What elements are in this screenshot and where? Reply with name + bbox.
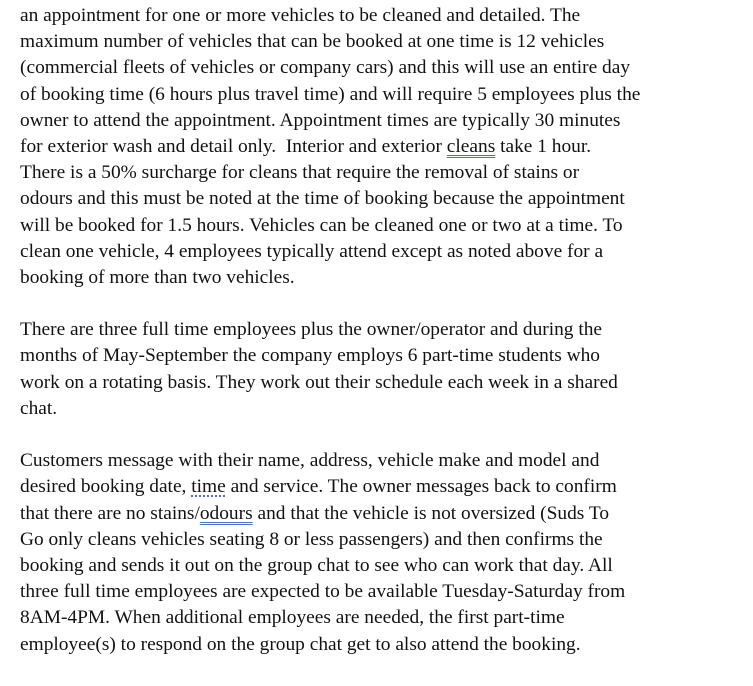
- text-line: booking of more than two vehicles.: [20, 266, 295, 288]
- text-line: There are three full time employees plus the owner/operator and during the: [20, 319, 603, 341]
- grammar-flagged-word[interactable]: odours: [199, 502, 253, 524]
- text-line: booking and sends it out on the group chat to see who can work that day. All: [20, 554, 613, 576]
- text-line: employee(s) to respond on the group chat get to also attend the booking.: [20, 633, 581, 655]
- text-line: chat.: [20, 397, 58, 419]
- text-line: There is a 50% surcharge for cleans that require the removal of stains or: [20, 162, 580, 184]
- text-segment: and that the vehicle is not oversized (Suds To: [252, 502, 610, 524]
- paragraph-booking-rules: [20, 3, 745, 291]
- paragraph-staffing: [20, 317, 745, 422]
- text-line: an appointment for one or more vehicles to be cleaned and detailed. The: [20, 5, 581, 26]
- text-segment: desired booking date,: [20, 476, 192, 498]
- text-line: clean one vehicle, 4 employees typically attend except as noted above for a: [20, 240, 604, 262]
- text-line: 8AM-4PM. When additional employees are needed, the first part-time: [20, 607, 565, 629]
- text-segment: that there are no stains/: [20, 502, 200, 524]
- text-line: will be booked for 1.5 hours. Vehicles can be cleaned one or two at a time. To: [20, 214, 623, 236]
- text-line: Customers message with their name, address, vehicle make and model and: [20, 450, 600, 472]
- text-segment: take 1 hour.: [495, 135, 592, 157]
- text-line: [20, 501, 745, 527]
- grammar-flagged-word[interactable]: cleans: [446, 135, 496, 157]
- grammar-flagged-word[interactable]: time: [191, 476, 226, 498]
- text-line: (commercial fleets of vehicles or company cars) and this will use an entire day: [20, 57, 631, 79]
- paragraph-spacer: [20, 422, 745, 448]
- text-line: owner to attend the appointment. Appointment times are typically 30 minutes: [20, 109, 621, 131]
- text-line: [20, 134, 745, 160]
- text-line: of booking time (6 hours plus travel time) and will require 5 employees plus the: [20, 83, 641, 105]
- paragraph-booking-process: [20, 448, 745, 658]
- document-body[interactable]: [20, 3, 745, 658]
- text-line: maximum number of vehicles that can be booked at one time is 12 vehicles: [20, 31, 605, 53]
- text-line: months of May-September the company employs 6 part-time students who: [20, 345, 600, 367]
- text-line: work on a rotating basis. They work out their schedule each week in a shared: [20, 371, 618, 393]
- text-segment: for exterior wash and detail only. Interior and exterior: [20, 135, 447, 157]
- text-line: three full time employees are expected to be available Tuesday-Saturday from: [20, 581, 626, 603]
- text-line: [20, 474, 745, 500]
- text-line: Go only cleans vehicles seating 8 or less passengers) and then confirms the: [20, 528, 603, 550]
- paragraph-spacer: [20, 291, 745, 317]
- text-segment: and service. The owner messages back to confirm: [225, 476, 617, 498]
- text-line: odours and this must be noted at the time of booking because the appointment: [20, 188, 625, 210]
